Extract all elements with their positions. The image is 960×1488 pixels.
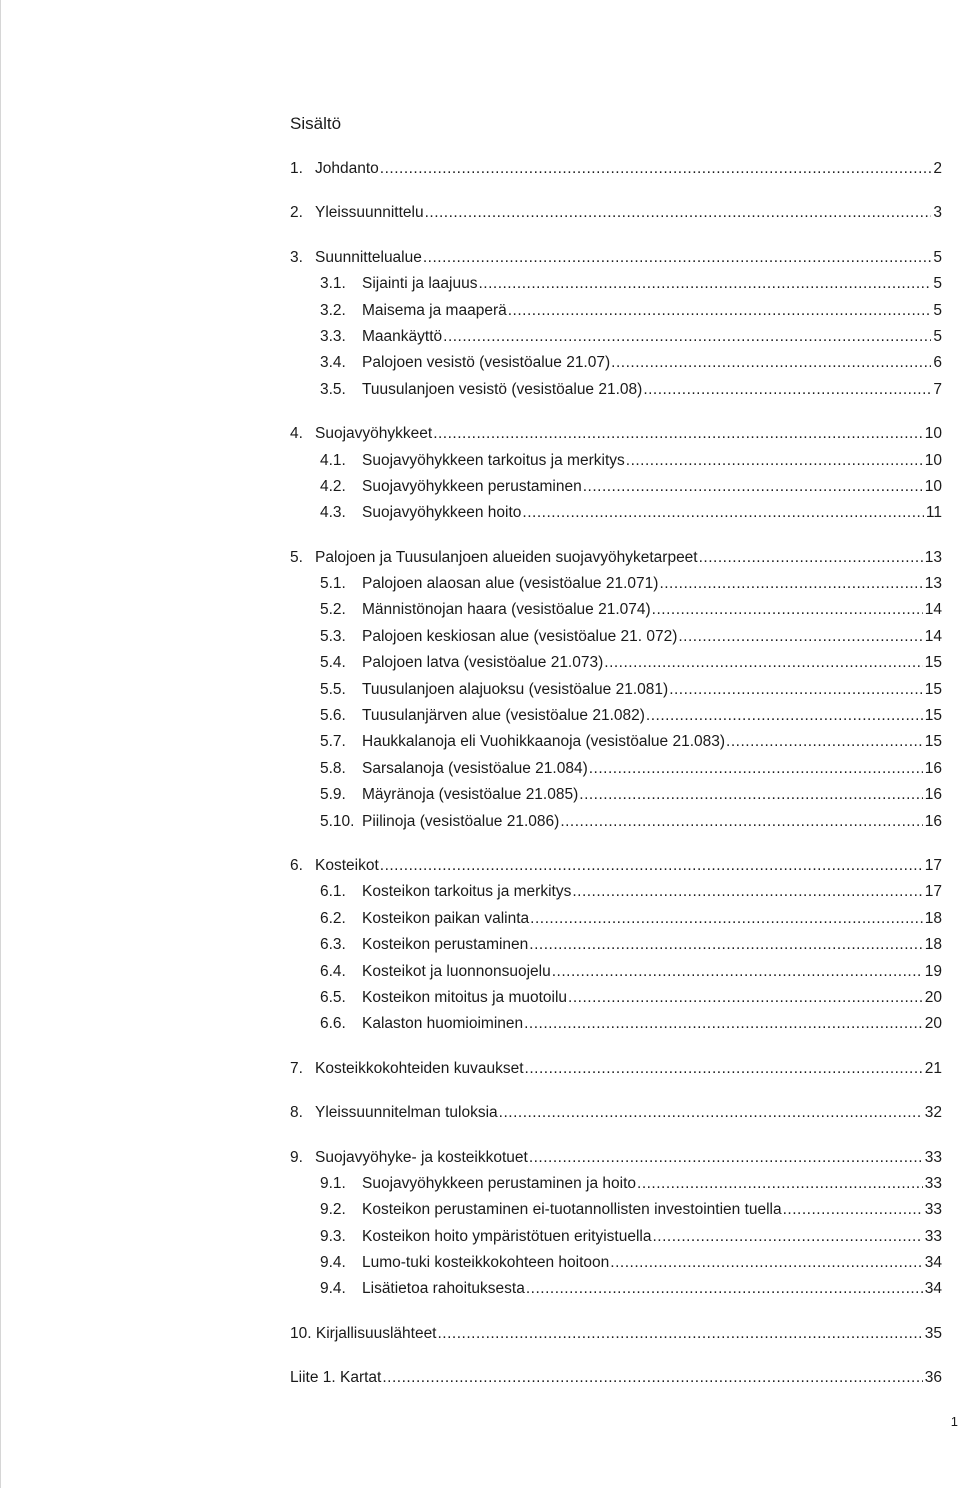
toc-entry-number: 5. <box>290 548 303 566</box>
toc-subentry[interactable] <box>290 474 942 500</box>
toc-subentry[interactable] <box>290 756 942 782</box>
toc-entry-label: Suojavyöhykkeen hoito <box>362 504 522 522</box>
toc-entry[interactable] <box>290 1145 942 1171</box>
toc-entry-page: 19 <box>924 962 942 980</box>
toc-entry-label: Sarsalanoja (vesistöalue 21.084) <box>362 759 588 777</box>
toc-entry-page: 34 <box>924 1280 942 1298</box>
toc-subentry[interactable] <box>290 906 942 932</box>
dot-leader <box>522 500 923 526</box>
dot-leader <box>572 879 922 905</box>
toc-entry-number: 7. <box>290 1059 303 1077</box>
toc-entry-number: 3.3. <box>320 327 346 345</box>
dot-leader <box>783 1197 923 1223</box>
toc-subentry[interactable] <box>290 571 942 597</box>
toc-title: Sisältö <box>290 114 342 133</box>
toc-entry-label: Palojoen alaosan alue (vesistöalue 21.071) <box>362 575 659 593</box>
toc-subentry[interactable] <box>290 448 942 474</box>
dot-leader <box>589 756 923 782</box>
toc-entry-number: 9.4. <box>320 1280 346 1298</box>
toc-entry-number: 5.3. <box>320 627 346 645</box>
dot-leader <box>626 448 923 474</box>
toc-subentry[interactable] <box>290 597 942 623</box>
toc-entry[interactable] <box>290 1056 942 1082</box>
toc-entry[interactable] <box>290 156 942 182</box>
toc-entry-number: 5.9. <box>320 786 346 804</box>
toc-entry-number: 5.6. <box>320 707 346 725</box>
toc-subentry[interactable] <box>290 932 942 958</box>
toc-entry-label: Kartat <box>339 1369 382 1387</box>
toc-entry-number: 6.1. <box>320 883 346 901</box>
toc-subentry[interactable] <box>290 703 942 729</box>
toc-entry-page: 13 <box>924 548 942 566</box>
toc-entry[interactable] <box>290 1100 942 1126</box>
toc-entry-number: 2. <box>290 204 303 222</box>
dot-leader <box>524 1011 923 1037</box>
toc-entry-page: 10 <box>924 451 942 469</box>
toc-entry-page: 7 <box>933 380 942 398</box>
toc-subentry[interactable] <box>290 677 942 703</box>
dot-leader <box>604 650 922 676</box>
toc-entry-label: Lisätietoa rahoituksesta <box>362 1280 525 1298</box>
toc-subentry[interactable] <box>290 624 942 650</box>
toc-subentry[interactable] <box>290 1250 942 1276</box>
toc-entry-label: Maisema ja maaperä <box>362 301 507 319</box>
toc-entry-page: 16 <box>924 759 942 777</box>
toc-entry-number: 6. <box>290 856 303 874</box>
dot-leader <box>382 1365 922 1391</box>
toc-entry-page: 21 <box>924 1059 942 1077</box>
toc-entry-label: Johdanto <box>315 160 379 177</box>
dot-leader <box>526 1276 923 1302</box>
toc-entry[interactable] <box>290 853 942 879</box>
toc-entry-page: 10 <box>924 477 942 495</box>
page-edge <box>0 0 1 1488</box>
toc-entry-label: Suojavyöhykkeen perustaminen ja hoito <box>362 1174 637 1192</box>
toc-entry-page: 14 <box>924 601 942 619</box>
toc-entry-label: Palojoen keskiosan alue (vesistöalue 21. 072) <box>362 627 678 645</box>
toc-entry-label: Mäyränoja (vesistöalue 21.085) <box>362 786 579 804</box>
toc-entry-label: Suojavyöhykkeen perustaminen <box>362 477 582 495</box>
toc-entry-label: Suunnittelualue <box>315 248 422 266</box>
dot-leader <box>646 703 923 729</box>
toc-entry-page: 13 <box>924 575 942 593</box>
toc-subentry[interactable] <box>290 500 942 526</box>
toc-entry-number: 5.7. <box>320 733 346 751</box>
toc-subentry[interactable] <box>290 879 942 905</box>
toc-entry[interactable] <box>290 1321 942 1347</box>
toc-subentry[interactable] <box>290 350 942 376</box>
toc-entry-label: Kosteikkokohteiden kuvaukset <box>315 1059 524 1077</box>
toc-entry-page: 6 <box>933 354 942 372</box>
toc-entry-page: 36 <box>924 1369 942 1387</box>
toc-subentry[interactable] <box>290 809 942 835</box>
dot-leader <box>678 624 922 650</box>
toc-entry-page: 15 <box>924 654 942 672</box>
toc-entry-page: 16 <box>924 786 942 804</box>
toc-entry-label: Suojavyöhykkeen tarkoitus ja merkitys <box>362 451 625 469</box>
dot-leader <box>611 350 931 376</box>
toc-entry-number: 3. <box>290 248 303 266</box>
toc-entry[interactable] <box>290 245 942 271</box>
dot-leader <box>669 677 923 703</box>
dot-leader <box>380 853 923 879</box>
toc-entry-label: Lumo-tuki kosteikkokohteen hoitoon <box>362 1254 610 1272</box>
toc-entry-label: Tuusulanjoen vesistö (vesistöalue 21.08) <box>362 380 643 398</box>
toc-entry-number: 3.4. <box>320 354 346 372</box>
toc-entry[interactable] <box>290 200 942 226</box>
dot-leader <box>637 1171 923 1197</box>
toc-entry-page: 5 <box>933 327 942 345</box>
dot-leader <box>583 474 923 500</box>
dot-leader <box>478 271 931 297</box>
dot-leader <box>568 985 923 1011</box>
dot-leader <box>443 324 931 350</box>
toc-subentry[interactable] <box>290 377 942 403</box>
toc-entry-page: 33 <box>924 1201 942 1219</box>
dot-leader <box>508 298 932 324</box>
toc-entry-label: Yleissuunnitelman tuloksia <box>315 1104 498 1122</box>
toc-entry-number: Liite 1. <box>290 1369 336 1387</box>
dot-leader <box>579 782 922 808</box>
toc-entry-number: 6.3. <box>320 936 346 954</box>
toc-entry[interactable] <box>290 421 942 447</box>
toc-subentry[interactable] <box>290 959 942 985</box>
toc-entry-page: 15 <box>924 707 942 725</box>
toc-entry[interactable] <box>290 545 942 571</box>
dot-leader <box>652 597 923 623</box>
toc-subentry[interactable] <box>290 782 942 808</box>
dot-leader <box>380 156 932 182</box>
toc-entry-number: 3.5. <box>320 380 346 398</box>
dot-leader <box>425 200 932 226</box>
dot-leader <box>438 1321 923 1347</box>
toc-entry-number: 4.2. <box>320 477 346 495</box>
toc-entry-label: Kosteikot <box>315 856 379 874</box>
dot-leader <box>530 906 923 932</box>
toc-entry-page: 3 <box>933 204 942 222</box>
toc-entry-page: 17 <box>924 883 942 901</box>
toc-entry-number: 6.2. <box>320 909 346 927</box>
toc-entry-page: 5 <box>933 301 942 319</box>
toc-entry-number: 6.5. <box>320 988 346 1006</box>
dot-leader <box>659 571 922 597</box>
toc-entry-number: 4. <box>290 425 303 443</box>
toc-entry-number: 4.1. <box>320 451 346 469</box>
toc-entry-page: 32 <box>924 1104 942 1122</box>
toc-entry-page: 5 <box>933 248 942 266</box>
toc-subentry[interactable] <box>290 1197 942 1223</box>
toc-entry-label: Tuusulanjoen alajuoksu (vesistöalue 21.081) <box>362 680 669 698</box>
toc-entry-number: 3.2. <box>320 301 346 319</box>
toc-entry-number: 5.1. <box>320 575 346 593</box>
toc-entry-label: Palojoen vesistö (vesistöalue 21.07) <box>362 354 611 372</box>
toc-entry-page: 5 <box>933 275 942 293</box>
toc-entry-label: Haukkalanoja eli Vuohikkaanoja (vesistöalue 21.083) <box>362 733 726 751</box>
toc-entry-label: Palojoen ja Tuusulanjoen alueiden suojavyöhyketarpeet <box>315 548 698 566</box>
dot-leader <box>699 545 923 571</box>
dot-leader <box>433 421 923 447</box>
toc-entry-label: Kosteikon tarkoitus ja merkitys <box>362 883 572 901</box>
toc-entry-label: Kosteikon hoito ympäristötuen erityistuella <box>362 1227 652 1245</box>
toc-entry-page: 2 <box>933 160 942 177</box>
toc-subentry[interactable] <box>290 324 942 350</box>
toc-entry-page: 34 <box>924 1254 942 1272</box>
toc-subentry[interactable] <box>290 1011 942 1037</box>
toc-entry-number: 10. <box>290 1324 312 1342</box>
dot-leader <box>525 1056 923 1082</box>
dot-leader <box>610 1250 922 1276</box>
toc-entry-number: 9.4. <box>320 1254 346 1272</box>
toc-entry-number: 3.1. <box>320 275 346 293</box>
toc-entry-page: 33 <box>924 1227 942 1245</box>
toc-entry-label: Kosteikon perustaminen ei-tuotannollisten investointien tuella <box>362 1201 782 1219</box>
toc-entry-label: Suojavyöhykkeet <box>315 425 433 443</box>
toc-entry-number: 1. <box>290 160 303 177</box>
toc-subentry[interactable] <box>290 650 942 676</box>
toc-entry-page: 15 <box>924 733 942 751</box>
toc-entry-number: 6.4. <box>320 962 346 980</box>
toc-entry-page: 33 <box>924 1174 942 1192</box>
toc-entry-label: Maankäyttö <box>362 327 443 345</box>
toc-entry-number: 6.6. <box>320 1015 346 1033</box>
toc-entry-number: 9. <box>290 1148 303 1166</box>
toc-entry-label: Sijainti ja laajuus <box>362 275 478 293</box>
dot-leader <box>499 1100 923 1126</box>
toc-entry-number: 9.1. <box>320 1174 346 1192</box>
toc-entry-number: 9.2. <box>320 1201 346 1219</box>
toc-entry-number: 5.2. <box>320 601 346 619</box>
toc-entry-label: Kosteikot ja luonnonsuojelu <box>362 962 551 980</box>
toc-entry-number: 8. <box>290 1104 303 1122</box>
toc-subentry[interactable] <box>290 1224 942 1250</box>
dot-leader <box>552 959 923 985</box>
toc-entry-page: 35 <box>924 1324 942 1342</box>
toc-entry-number: 5.4. <box>320 654 346 672</box>
toc-entry-label: Kalaston huomioiminen <box>362 1015 524 1033</box>
dot-leader <box>529 932 922 958</box>
toc-subentry[interactable] <box>290 985 942 1011</box>
toc-entry-page: 17 <box>924 856 942 874</box>
toc-entry-page: 18 <box>924 909 942 927</box>
toc-entry-page: 14 <box>924 627 942 645</box>
toc-subentry[interactable] <box>290 271 942 297</box>
toc-entry-page: 20 <box>924 988 942 1006</box>
toc-entry-label: Männistönojan haara (vesistöalue 21.074) <box>362 601 651 619</box>
toc-entry-page: 20 <box>924 1015 942 1033</box>
toc-entry-label: Kosteikon perustaminen <box>362 936 529 954</box>
toc-subentry[interactable] <box>290 298 942 324</box>
dot-leader <box>560 809 922 835</box>
toc-entry-page: 18 <box>924 936 942 954</box>
toc-entry-label: Tuusulanjärven alue (vesistöalue 21.082) <box>362 707 645 725</box>
toc-entry-number: 5.10. <box>320 812 355 830</box>
toc-entry-page: 10 <box>924 425 942 443</box>
page-number: 1 <box>950 1414 958 1429</box>
toc-entry-page: 15 <box>924 680 942 698</box>
toc-entry-page: 33 <box>924 1148 942 1166</box>
toc-entry-label: Palojoen latva (vesistöalue 21.073) <box>362 654 604 672</box>
toc-entry-label: Suojavyöhyke- ja kosteikkotuet <box>315 1148 528 1166</box>
dot-leader <box>643 377 931 403</box>
toc-subentry[interactable] <box>290 1276 942 1302</box>
toc-subentry[interactable] <box>290 729 942 755</box>
dot-leader <box>726 729 923 755</box>
toc-entry-page: 16 <box>924 812 942 830</box>
toc-entry-page: 11 <box>925 504 942 522</box>
dot-leader <box>423 245 932 271</box>
toc-entry-number: 4.3. <box>320 504 346 522</box>
toc-entry-number: 5.5. <box>320 680 346 698</box>
table-of-contents <box>290 113 942 1392</box>
toc-entry-label: Yleissuunnittelu <box>315 204 424 222</box>
dot-leader <box>652 1224 922 1250</box>
toc-entry[interactable] <box>290 1365 942 1391</box>
toc-entry-label: Kosteikon mitoitus ja muotoilu <box>362 988 568 1006</box>
toc-subentry[interactable] <box>290 1171 942 1197</box>
toc-entry-number: 9.3. <box>320 1227 346 1245</box>
toc-entry-number: 5.8. <box>320 759 346 777</box>
toc-entry-label: Kosteikon paikan valinta <box>362 909 530 927</box>
dot-leader <box>529 1145 923 1171</box>
toc-entry-label: Piilinoja (vesistöalue 21.086) <box>362 812 560 830</box>
toc-entry-label: Kirjallisuuslähteet <box>315 1324 437 1342</box>
